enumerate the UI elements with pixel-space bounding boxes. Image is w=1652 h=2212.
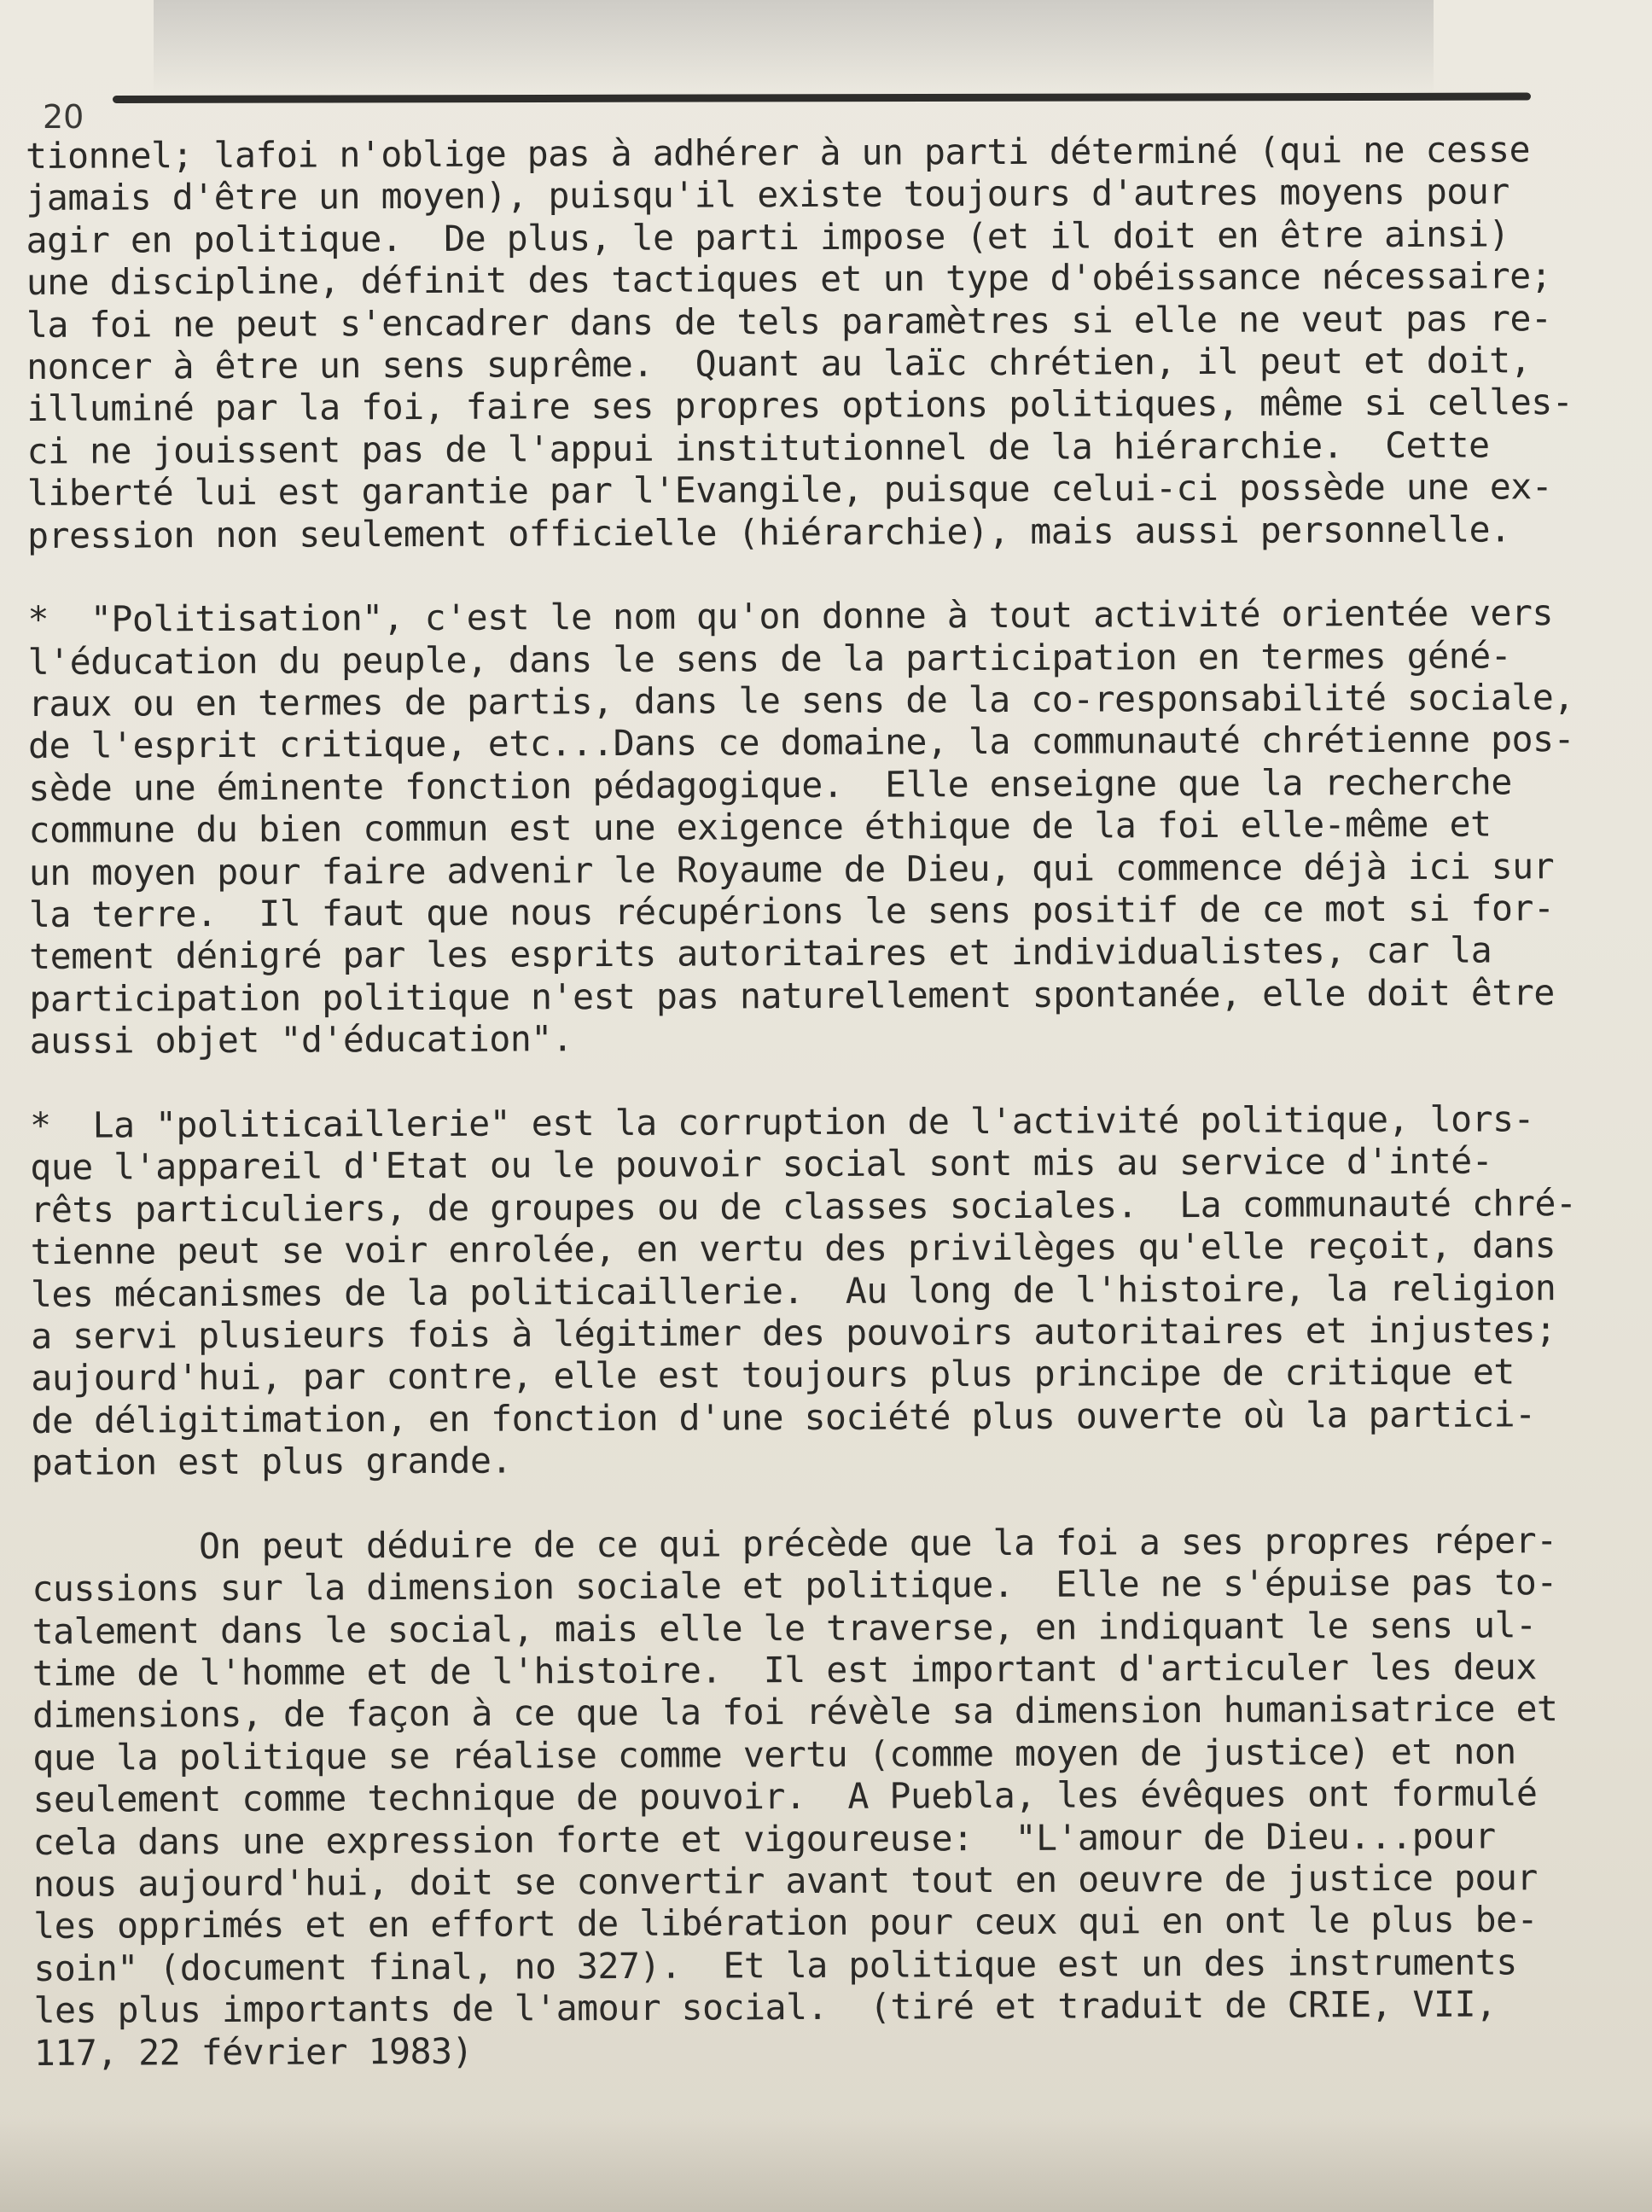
text-line: cela dans une expression forte et vigoureuse: "L'amour de Dieu...pour <box>32 1814 1496 1863</box>
text-line: rêts particuliers, de groupes ou de classes sociales. La communauté chré- <box>30 1181 1577 1231</box>
paragraph-1 <box>26 128 1614 556</box>
paragraph-gap <box>30 1055 1617 1104</box>
text-line: pression non seulement officielle (hiérarchie), mais aussi personnelle. <box>26 507 1511 556</box>
text-line: On peut déduire de ce qui précède que la foi a ses propres réper- <box>32 1519 1557 1568</box>
text-line: seulement comme technique de pouvoir. A Puebla, les évêques ont formulé <box>32 1772 1538 1821</box>
text-line: que l'appareil d'Etat ou le pouvoir social sont mis au service d'inté- <box>30 1139 1493 1189</box>
text-line: la terre. Il faut que nous récupérions le sens positif de ce mot si for- <box>28 887 1555 936</box>
text-line: de l'esprit critique, etc...Dans ce domaine, la communauté chrétienne pos- <box>28 718 1575 767</box>
paragraph-gap <box>27 550 1614 599</box>
text-line: raux ou en termes de partis, dans le sens de la co-responsabilité sociale, <box>27 676 1574 725</box>
text-line: cussions sur la dimension sociale et politique. Elle ne s'épuise pas to- <box>32 1561 1557 1610</box>
text-line: la foi ne peut s'encadrer dans de tels paramètres si elle ne veut pas re- <box>26 296 1552 346</box>
text-line: de déligitimation, en fonction d'une société plus ouverte où la partici- <box>31 1393 1536 1441</box>
header-rule <box>113 93 1531 103</box>
text-line: tionnel; lafoi n'oblige pas à adhérer à un parti déterminé (qui ne cesse <box>26 128 1531 177</box>
text-line: * La "politicaillerie" est la corruption de l'activité politique, lors- <box>29 1097 1535 1146</box>
scan-shadow <box>0 2116 1652 2212</box>
text-line: 117, 22 février 1983) <box>33 2029 474 2074</box>
paragraph-4 <box>32 1519 1621 2074</box>
text-line: liberté lui est garantie par l'Evangile, puisque celui-ci possède une ex- <box>26 465 1553 515</box>
page-number: 20 <box>43 98 84 136</box>
text-line: tienne peut se voir enrolée, en vertu des privilèges qu'elle reçoit, dans <box>30 1224 1556 1273</box>
text-line: illuminé par la foi, faire ses propres options politiques, même si celles- <box>26 381 1573 430</box>
text-line: agir en politique. De plus, le parti impose (et il doit en être ainsi) <box>26 212 1510 261</box>
text-line: un moyen pour faire advenir le Royaume de Dieu, qui commence déjà ici sur <box>28 844 1555 894</box>
text-line: jamais d'être un moyen), puisqu'il existe toujours d'autres moyens pour <box>26 170 1509 219</box>
text-line: les opprimés et en effort de libération pour ceux qui en ont le plus be- <box>33 1898 1539 1947</box>
text-line: tement dénigré par les esprits autoritaires et individualistes, car la <box>29 928 1492 978</box>
text-line: les plus importants de l'amour social. (tiré et traduit de CRIE, VII, <box>33 1982 1497 2032</box>
text-line: dimensions, de façon à ce que la foi révèle sa dimension humanisatrice et <box>32 1687 1558 1737</box>
text-line: * "Politisation", c'est le nom qu'on donne à tout activité orientée vers <box>27 591 1553 641</box>
paragraph-3 <box>30 1097 1619 1484</box>
text-line: que la politique se réalise comme vertu (comme moyen de justice) et non <box>32 1730 1516 1778</box>
text-line: sède une éminente fonction pédagogique. Elle enseigne que la recherche <box>28 760 1512 809</box>
text-line: aujourd'hui, par contre, elle est toujours plus principe de critique et <box>31 1350 1515 1400</box>
paragraph-2 <box>27 591 1616 1062</box>
text-line: commune du bien commun est une exigence éthique de la foi elle-même et <box>28 802 1492 852</box>
text-line: a servi plusieurs fois à légitimer des pouvoirs autoritaires et injustes; <box>31 1308 1556 1357</box>
scan-shadow <box>154 0 1434 94</box>
text-line: noncer à être un sens suprême. Quant au laïc chrétien, il peut et doit, <box>26 339 1532 387</box>
text-line: nous aujourd'hui, doit se convertir avant tout en oeuvre de justice pour <box>32 1856 1538 1905</box>
body-text <box>26 128 1621 2074</box>
text-line: une discipline, définit des tactiques et un type d'obéissance nécessaire; <box>26 254 1552 304</box>
text-line: ci ne jouissent pas de l'appui institutionnel de la hiérarchie. Cette <box>26 423 1490 472</box>
text-line: participation politique n'est pas naturellement spontanée, elle doit être <box>29 971 1555 1020</box>
text-line: pation est plus grande. <box>31 1439 513 1484</box>
paragraph-gap <box>32 1476 1619 1526</box>
text-line: time de l'homme et de l'histoire. Il est important d'articuler les deux <box>32 1645 1537 1695</box>
text-line: talement dans le social, mais elle le traverse, en indiquant le sens ul- <box>32 1603 1537 1652</box>
text-line: l'éducation du peuple, dans le sens de la participation en termes géné- <box>27 634 1512 683</box>
text-line: aussi objet "d'éducation". <box>29 1017 573 1062</box>
text-line: les mécanismes de la politicaillerie. Au long de l'histoire, la religion <box>30 1266 1556 1315</box>
text-line: soin" (document final, no 327). Et la politique est un des instruments <box>33 1941 1517 1989</box>
